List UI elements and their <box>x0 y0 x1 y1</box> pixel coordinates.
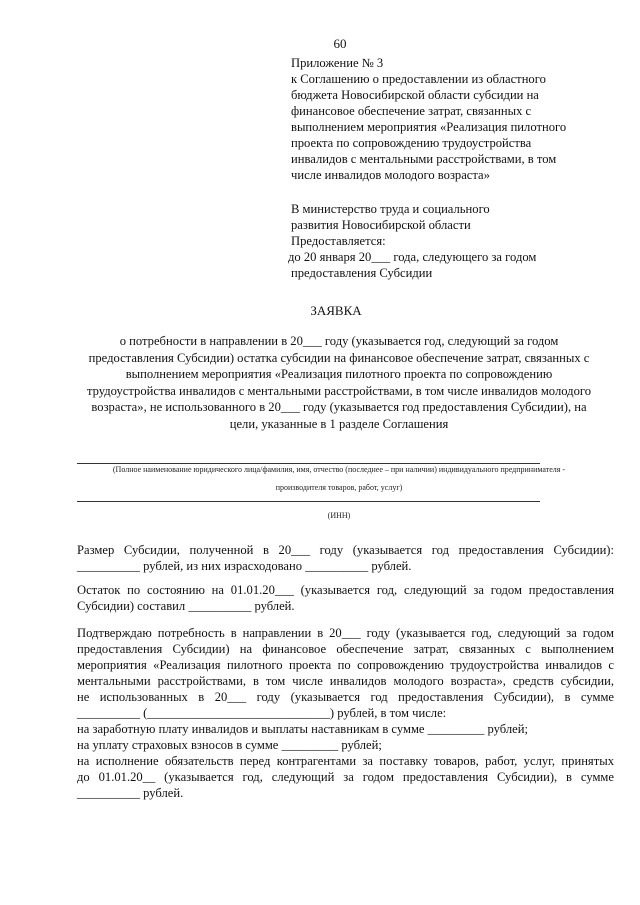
appendix-line: финансовое обеспечение затрат, связанных с <box>291 104 532 118</box>
paragraph-line: предоставления Субсидии) на финансовое обеспечение затрат, связанных с выполнением <box>77 642 614 656</box>
appendix-line: числе инвалидов молодого возраста» <box>291 168 490 182</box>
subsidy-size-paragraph <box>77 542 614 574</box>
entity-caption-line: производителя товаров, работ, услуг) <box>275 483 403 492</box>
appendix-line: проекта по сопровождению трудоустройства <box>291 136 532 150</box>
appendix-line: инвалидов с ментальными расстройствами, в том <box>291 152 557 166</box>
paragraph-line: до 01.01.20__ (указывается год, следующий за годом предоставления Субсидии), в сумме <box>77 770 614 784</box>
page-number: 60 <box>333 36 347 51</box>
paragraph-line: Подтверждаю потребность в направлении в 20___ году (указывается год, следующий за годом <box>77 626 614 640</box>
addressee-line: Предоставляется: <box>291 234 386 248</box>
paragraph-line: на заработную плату инвалидов и выплаты наставникам в сумме _________ рублей; <box>77 722 528 736</box>
paragraph-line: Остаток по состоянию на 01.01.20___ (указывается год, следующий за годом предоставления <box>77 583 614 597</box>
confirmation-paragraph <box>77 625 614 801</box>
paragraph-line: на исполнение обязательств перед контрагентами за поставку товаров, работ, услуг, принятых <box>77 754 614 768</box>
inn-line[interactable] <box>77 501 540 502</box>
paragraph-line: на уплату страховых взносов в сумме _________ рублей; <box>77 738 382 752</box>
paragraph-line: не использованных в 20___ году (указывается год предоставления Субсидии), в сумме <box>77 690 614 704</box>
entity-caption <box>64 464 614 494</box>
appendix-line: Приложение № 3 <box>291 56 384 70</box>
deadline-line: до 20 января 20___ года, следующего за годом <box>288 250 537 264</box>
addressee-line: развития Новосибирской области <box>291 218 471 232</box>
request-line: цели, указанные в 1 разделе Соглашения <box>229 416 449 431</box>
request-line: о потребности в направлении в 20___ году (указывается год, следующий за годом <box>119 334 559 348</box>
paragraph-line: Размер Субсидии, полученной в 20___ году (указывается год предоставления Субсидии): <box>77 543 614 557</box>
deadline-line: предоставления Субсидии <box>291 266 433 280</box>
paragraph-line: __________ рублей, из них израсходовано __________ рублей. <box>77 559 412 573</box>
appendix-line: к Соглашению о предоставлении из областного <box>291 72 546 86</box>
request-line: выполнением мероприятия «Реализация пилотного проекта по сопровождению <box>125 367 553 382</box>
request-description <box>64 333 614 433</box>
paragraph-line: мероприятия «Реализация пилотного проекта по сопровождению трудоустройства инвалидов с <box>77 658 614 672</box>
paragraph-line: Субсидии) составил __________ рублей. <box>77 599 295 613</box>
request-line: возраста», не использованного в 20___ году (указывается год предоставления Субсидии), на <box>91 400 587 415</box>
appendix-line: бюджета Новосибирской области субсидии на <box>291 88 539 102</box>
entity-caption-line: (Полное наименование юридического лица/фамилия, имя, отчество (последнее – при наличии) индивидуального предпринимателя - <box>112 465 566 474</box>
addressee-line: В министерство труда и социального <box>291 202 490 216</box>
request-line: предоставления Субсидии) остатка субсидии на финансовое обеспечение затрат, связанных с <box>88 350 590 365</box>
document-title: ЗАЯВКА <box>310 303 362 318</box>
paragraph-line: __________ рублей. <box>77 786 184 800</box>
request-line: трудоустройства инвалидов с ментальными расстройствами, в том числе инвалидов молодого <box>86 383 592 398</box>
paragraph-line: __________ (_____________________________) рублей, в том числе: <box>77 706 447 720</box>
balance-paragraph <box>77 582 614 614</box>
appendix-line: выполнением мероприятия «Реализация пилотного <box>291 120 567 134</box>
paragraph-line: ментальными расстройствами, в том числе инвалидов молодого возраста», средств субсидии, <box>77 674 614 688</box>
addressee-block <box>288 201 591 281</box>
appendix-header <box>291 55 591 183</box>
inn-caption: (ИНН) <box>327 511 351 520</box>
